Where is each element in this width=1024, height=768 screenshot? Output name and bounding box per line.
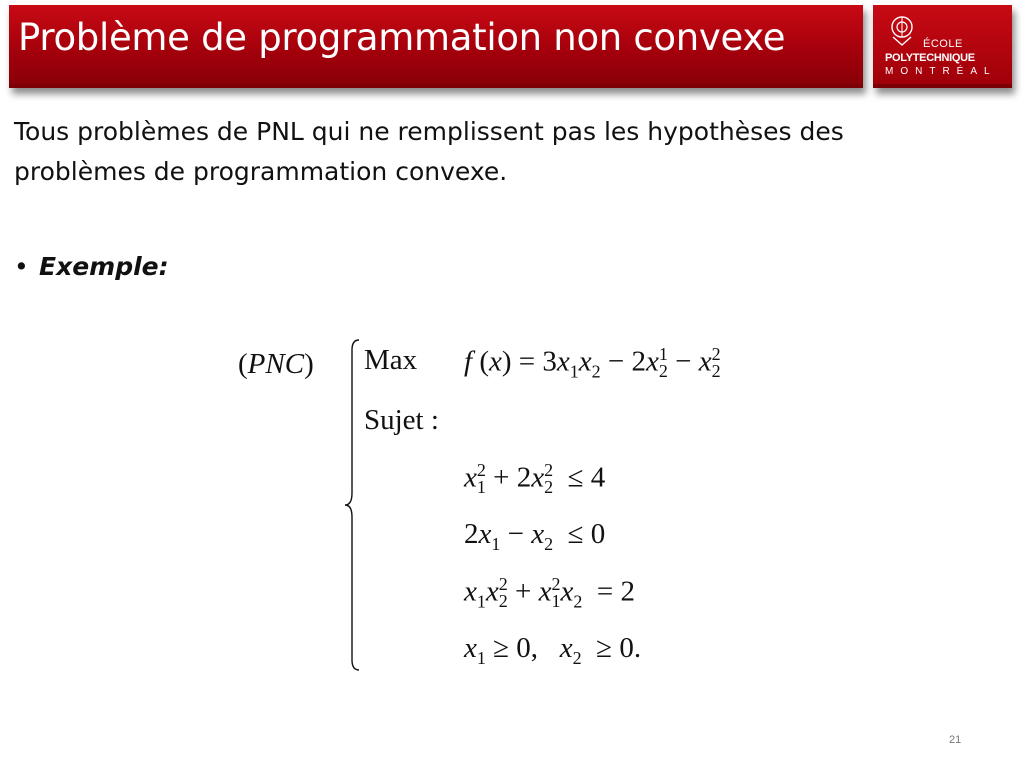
logo-text-ecole: ÉCOLE: [923, 38, 963, 50]
objective-expression: f $(x) = 3x_1x_2 - 2x^1_2 - x^2_2$: [464, 344, 721, 382]
page-number: 21: [949, 734, 962, 746]
bullet-icon: •: [14, 252, 29, 281]
constraint-3: $x_1x^2_2 + x^2_1x_2 = 2$: [464, 574, 635, 612]
constraint-1: $x^2_1 + 2x^2_2 \le 4$: [464, 460, 606, 498]
title-bar: [9, 5, 863, 88]
constraint-2: $2x_1 - x_2 \le 0$: [464, 518, 606, 554]
intro-text: Tous problèmes de PNL qui ne remplissent pas les hypothèses des problèmes de programmation convexe.: [14, 117, 844, 186]
logo-text-montreal: MONTRÉAL: [885, 66, 997, 77]
problem-label: (PNC): [238, 348, 314, 380]
crest-icon: [889, 15, 915, 47]
slide-title: Problème de programmation non convexe: [18, 16, 786, 59]
problem-label-text: PNC: [247, 348, 305, 380]
school-logo: [873, 5, 1012, 88]
logo-text-polytechnique: POLYTECHNIQUE: [885, 52, 975, 64]
bullet-label: Exemple:: [39, 252, 169, 281]
bullet-item: [14, 252, 169, 281]
subject-keyword: Sujet :: [364, 404, 439, 436]
brace-icon: [343, 338, 361, 672]
objective-keyword: Max: [364, 344, 418, 376]
constraint-4: $x_1 \ge 0$, $x_2 \ge 0$.: [464, 632, 642, 668]
